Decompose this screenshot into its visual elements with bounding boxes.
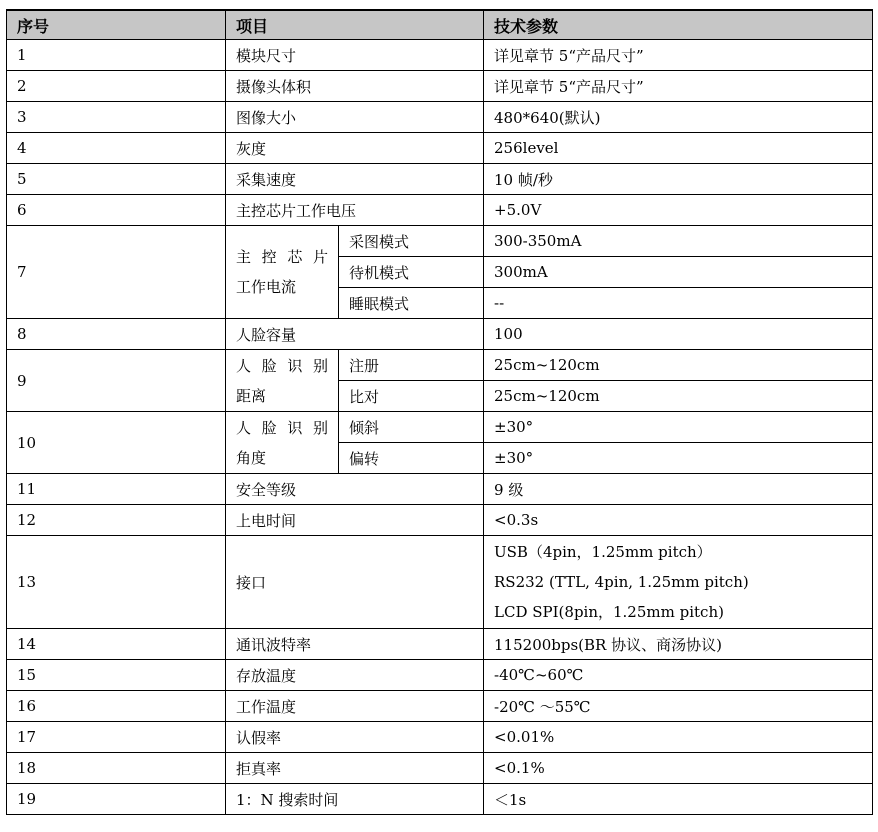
table-row bbox=[7, 691, 873, 722]
table-row bbox=[7, 412, 873, 443]
row-spec-multiline bbox=[484, 536, 873, 629]
row-spec: +5.0V bbox=[484, 195, 873, 226]
row-item: 通讯波特率 bbox=[226, 629, 484, 660]
row-item-merged bbox=[226, 226, 339, 319]
table-row bbox=[7, 195, 873, 226]
spec-line: USB（4pin，1.25mm pitch） bbox=[494, 543, 712, 561]
row-spec: 300mA bbox=[484, 257, 873, 288]
row-spec: 详见章节 5“产品尺寸” bbox=[484, 71, 873, 102]
row-seq: 18 bbox=[7, 753, 226, 784]
row-item: 工作温度 bbox=[226, 691, 484, 722]
row-seq: 19 bbox=[7, 784, 226, 815]
row-seq: 6 bbox=[7, 195, 226, 226]
row-spec: 100 bbox=[484, 319, 873, 350]
table-row bbox=[7, 474, 873, 505]
row-seq: 13 bbox=[7, 536, 226, 629]
row-spec: 300-350mA bbox=[484, 226, 873, 257]
table-row bbox=[7, 536, 873, 629]
row-item-line2: 距离 bbox=[236, 386, 267, 405]
row-spec: -- bbox=[484, 288, 873, 319]
spec-line: LCD SPI(8pin，1.25mm pitch) bbox=[494, 603, 724, 621]
row-spec: -40℃~60℃ bbox=[484, 660, 873, 691]
table-row bbox=[7, 71, 873, 102]
row-spec: 25cm~120cm bbox=[484, 350, 873, 381]
table-row bbox=[7, 722, 873, 753]
row-seq: 1 bbox=[7, 40, 226, 71]
row-spec: 10 帧/秒 bbox=[484, 164, 873, 195]
header-spec: 技术参数 bbox=[484, 10, 873, 40]
table-header-row bbox=[7, 10, 873, 40]
row-sub-label: 注册 bbox=[339, 350, 484, 381]
row-seq: 17 bbox=[7, 722, 226, 753]
row-item-line2: 角度 bbox=[236, 448, 267, 467]
row-seq: 9 bbox=[7, 350, 226, 412]
row-item-merged bbox=[226, 412, 339, 474]
row-spec: 详见章节 5“产品尺寸” bbox=[484, 40, 873, 71]
row-item-line1: 主控芯片 bbox=[236, 248, 328, 266]
table-row bbox=[7, 753, 873, 784]
row-spec: ±30° bbox=[484, 412, 873, 443]
row-spec: ＜1s bbox=[484, 784, 873, 815]
row-item: 摄像头体积 bbox=[226, 71, 484, 102]
table-row bbox=[7, 40, 873, 71]
row-spec: <0.3s bbox=[484, 505, 873, 536]
row-item: 人脸容量 bbox=[226, 319, 484, 350]
row-sub-label: 偏转 bbox=[339, 443, 484, 474]
table-row bbox=[7, 226, 873, 257]
row-sub-label: 采图模式 bbox=[339, 226, 484, 257]
spec-line: RS232 (TTL, 4pin, 1.25mm pitch) bbox=[494, 573, 749, 591]
row-item-merged bbox=[226, 350, 339, 412]
row-item: 存放温度 bbox=[226, 660, 484, 691]
table-row bbox=[7, 102, 873, 133]
row-item: 模块尺寸 bbox=[226, 40, 484, 71]
row-sub-label: 待机模式 bbox=[339, 257, 484, 288]
row-spec: 480*640(默认) bbox=[484, 102, 873, 133]
row-spec: ±30° bbox=[484, 443, 873, 474]
header-seq: 序号 bbox=[7, 10, 226, 40]
row-item-line1: 人脸识别 bbox=[236, 356, 328, 375]
header-item: 项目 bbox=[226, 10, 484, 40]
row-spec: <0.01% bbox=[484, 722, 873, 753]
row-seq: 8 bbox=[7, 319, 226, 350]
table-row bbox=[7, 505, 873, 536]
row-spec: 256level bbox=[484, 133, 873, 164]
row-item: 1：N 搜索时间 bbox=[226, 784, 484, 815]
table-row bbox=[7, 629, 873, 660]
row-sub-label: 睡眠模式 bbox=[339, 288, 484, 319]
row-seq: 2 bbox=[7, 71, 226, 102]
row-item: 主控芯片工作电压 bbox=[226, 195, 484, 226]
row-seq: 15 bbox=[7, 660, 226, 691]
row-item: 认假率 bbox=[226, 722, 484, 753]
row-seq: 7 bbox=[7, 226, 226, 319]
table-row bbox=[7, 133, 873, 164]
row-item: 灰度 bbox=[226, 133, 484, 164]
row-sub-label: 倾斜 bbox=[339, 412, 484, 443]
row-seq: 10 bbox=[7, 412, 226, 474]
row-seq: 5 bbox=[7, 164, 226, 195]
row-item: 安全等级 bbox=[226, 474, 484, 505]
row-item: 接口 bbox=[226, 536, 484, 629]
row-seq: 11 bbox=[7, 474, 226, 505]
row-item: 拒真率 bbox=[226, 753, 484, 784]
row-spec: <0.1% bbox=[484, 753, 873, 784]
table-row bbox=[7, 164, 873, 195]
row-item-line1: 人脸识别 bbox=[236, 418, 328, 437]
row-seq: 16 bbox=[7, 691, 226, 722]
row-item: 图像大小 bbox=[226, 102, 484, 133]
row-seq: 14 bbox=[7, 629, 226, 660]
row-spec: 25cm~120cm bbox=[484, 381, 873, 412]
row-spec: 115200bps(BR 协议、商汤协议) bbox=[484, 629, 873, 660]
row-spec: -20℃ ～55℃ bbox=[484, 691, 873, 722]
table-row bbox=[7, 319, 873, 350]
row-spec: 9 级 bbox=[484, 474, 873, 505]
row-sub-label: 比对 bbox=[339, 381, 484, 412]
row-item: 采集速度 bbox=[226, 164, 484, 195]
row-item-line2: 工作电流 bbox=[236, 278, 297, 296]
table-row bbox=[7, 350, 873, 381]
row-seq: 12 bbox=[7, 505, 226, 536]
row-seq: 3 bbox=[7, 102, 226, 133]
table-row bbox=[7, 660, 873, 691]
spec-table bbox=[6, 9, 873, 815]
table-row bbox=[7, 784, 873, 815]
row-seq: 4 bbox=[7, 133, 226, 164]
row-item: 上电时间 bbox=[226, 505, 484, 536]
